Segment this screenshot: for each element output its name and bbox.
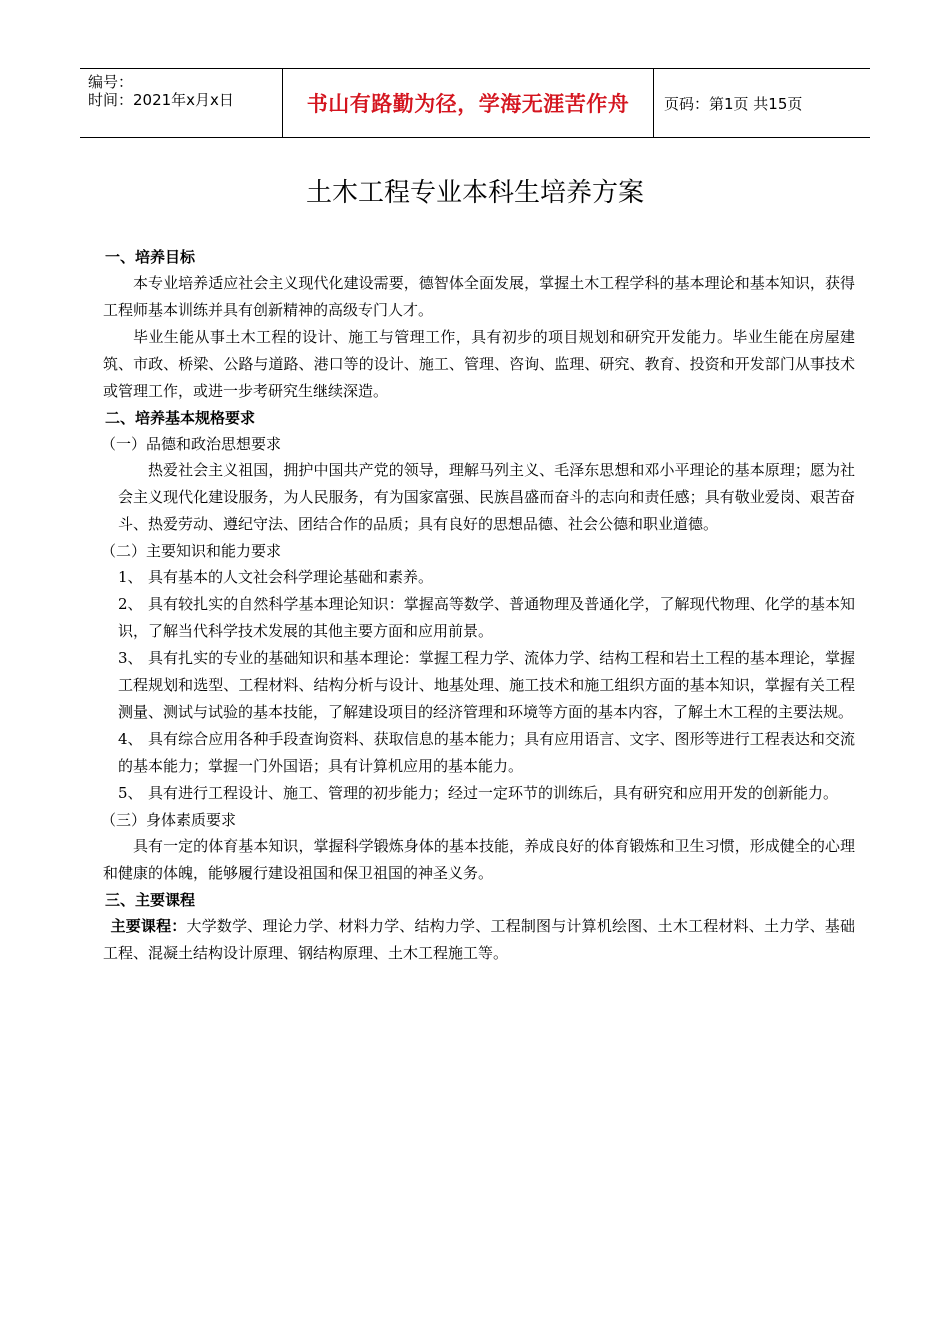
subsection-title: （三）身体素质要求 <box>101 811 237 829</box>
section-heading-requirements: 二、培养基本规格要求 <box>105 409 256 427</box>
document-body <box>103 244 855 967</box>
list-item-number: 1、 <box>118 568 143 586</box>
courses-text: 大学数学、理论力学、材料力学、结构力学、工程制图与计算机绘图、土木工程材料、土力学、基础工程、混凝土结构设计原理、钢结构原理、土木工程施工等。 <box>103 917 855 962</box>
list-item-number: 2、 <box>118 595 143 613</box>
section-heading-objectives: 一、培养目标 <box>105 248 196 266</box>
list-item-text: 具有较扎实的自然科学基本理论知识：掌握高等数学、普通物理及普通化学，了解现代物理、化学的基本知识，了解当代科学技术发展的其他主要方面和应用前景。 <box>118 595 855 640</box>
paragraph: 毕业生能从事土木工程的设计、施工与管理工作，具有初步的项目规划和研究开发能力。毕业生能在房屋建筑、市政、桥梁、公路与道路、港口等的设计、施工、管理、咨询、监理、研究、教育、投资和开发部门从事技术或管理工作，或进一步考研究生继续深造。 <box>103 328 855 400</box>
list-item-number: 4、 <box>118 730 143 748</box>
list-item-text: 具有综合应用各种手段查询资料、获取信息的基本能力；具有应用语言、文字、图形等进行工程表达和交流的基本能力；掌握一门外国语；具有计算机应用的基本能力。 <box>118 730 855 775</box>
section-heading-courses: 三、主要课程 <box>105 891 196 909</box>
list-item-number: 5、 <box>118 784 143 802</box>
list-item-text: 具有进行工程设计、施工、管理的初步能力；经过一定环节的训练后，具有研究和应用开发的创新能力。 <box>148 784 839 802</box>
list-item-number: 3、 <box>118 649 143 667</box>
paragraph: 具有一定的体育基本知识，掌握科学锻炼身体的基本技能，养成良好的体育锻炼和卫生习惯，形成健全的心理和健康的体魄，能够履行建设祖国和保卫祖国的神圣义务。 <box>103 837 855 882</box>
paragraph: 本专业培养适应社会主义现代化建设需要，德智体全面发展，掌握土木工程学科的基本理论和基本知识，获得工程师基本训练并具有创新精神的高级专门人才。 <box>103 274 855 319</box>
document-number-label: 编号： <box>88 73 134 91</box>
header-meta <box>80 69 282 137</box>
list-item <box>103 780 855 807</box>
document-time-label: 时间：2021年x月x日 <box>88 91 234 109</box>
list-item <box>103 726 855 780</box>
list-item <box>103 564 855 591</box>
list-item <box>103 645 855 726</box>
header-motto: 书山有路勤为径，学海无涯苦作舟 <box>306 92 630 116</box>
paragraph: 热爱社会主义祖国，拥护中国共产党的领导，理解马列主义、毛泽东思想和邓小平理论的基本原理；愿为社会主义现代化建设服务，为人民服务，有为国家富强、民族昌盛而奋斗的志向和责任感；具有敬业爱岗、艰苦奋斗、热爱劳动、遵纪守法、团结合作的品质；具有良好的思想品德、社会公德和职业道德。 <box>118 461 855 533</box>
page-number-info: 页码：第1页 共15页 <box>664 94 803 113</box>
subsection-title: （二）主要知识和能力要求 <box>101 542 282 560</box>
subsection-title: （一）品德和政治思想要求 <box>101 435 282 453</box>
list-item <box>103 591 855 645</box>
header-motto-cell <box>282 69 654 137</box>
list-item-text: 具有基本的人文社会科学理论基础和素养。 <box>148 568 434 586</box>
document-title: 土木工程专业本科生培养方案 <box>305 178 644 208</box>
header-page-info-cell <box>654 69 870 137</box>
courses-paragraph <box>103 913 855 967</box>
courses-lead: 主要课程： <box>110 917 187 935</box>
page-header <box>80 68 870 138</box>
list-item-text: 具有扎实的专业的基础知识和基本理论：掌握工程力学、流体力学、结构工程和岩土工程的基本理论，掌握工程规划和选型、工程材料、结构分析与设计、地基处理、施工技术和施工组织方面的基本知识，掌握有关工程测量、测试与试验的基本技能，了解建设项目的经济管理和环境等方面的基本内容，了解土木工程的主要法规。 <box>118 649 855 721</box>
